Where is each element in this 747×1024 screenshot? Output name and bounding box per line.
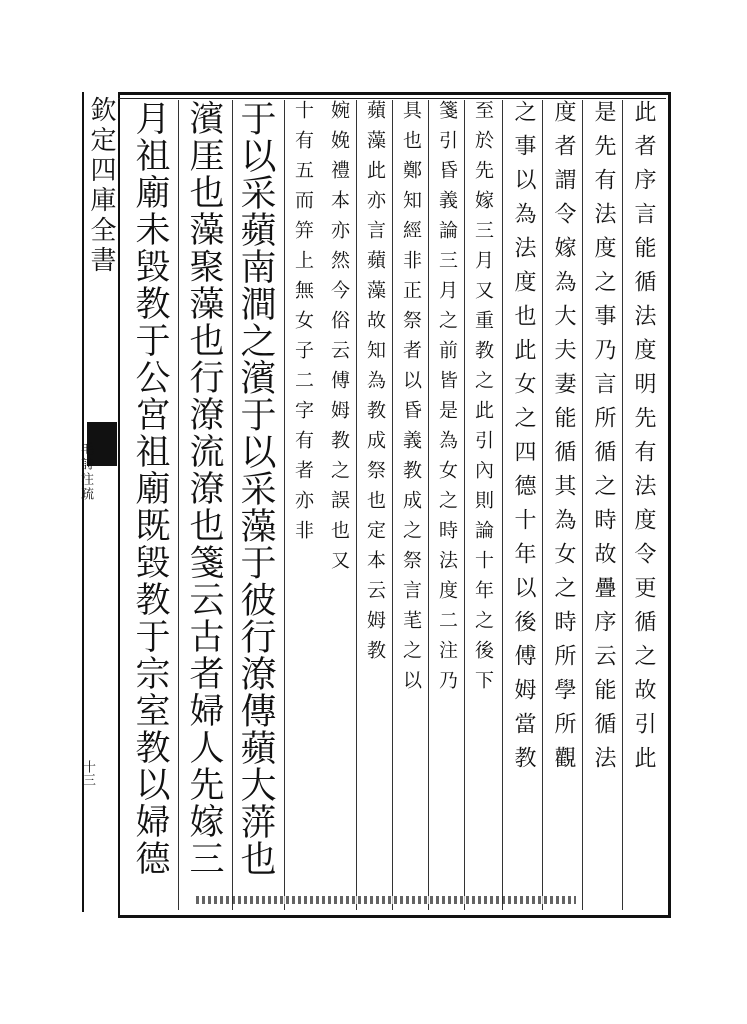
text-column-4: 之事以為法度也此女之四德十年以後傅姆當教: [511, 100, 536, 780]
text-column-11: 于以采蘋南澗之濱于以采藻于彼行潦傳蘋大蓱也: [235, 100, 276, 877]
column-rule: [622, 100, 623, 910]
text-column-7: 具也鄭知經非正祭者以昏義教成之祭言芼之以: [400, 100, 422, 700]
text-column-13: 月祖廟未毀教于公宮祖廟既毀教于宗室教以婦德: [130, 100, 170, 877]
column-rule: [582, 100, 583, 910]
column-rule: [542, 100, 543, 910]
top-rule: [118, 98, 666, 99]
column-rule: [392, 100, 393, 910]
column-rule: [428, 100, 429, 910]
page-number: 十三: [80, 760, 95, 786]
column-rule: [356, 100, 357, 910]
column-rule: [502, 100, 503, 910]
text-column-2: 是先有法度之事乃言所循之時故疊序云能循法: [591, 100, 616, 780]
text-column-6: 箋引昏義論三月之前皆是為女之時法度二注乃: [436, 100, 458, 700]
book-side-label: 毛詩注疏: [78, 442, 93, 502]
page-gutter: [82, 92, 120, 912]
text-column-12: 濱厓也藻聚藻也行潦流潦也箋云古者婦人先嫁三: [184, 100, 224, 877]
text-column-5: 至於先嫁三月又重教之此引內則論十年之後下: [472, 100, 494, 700]
bottom-border-band: [196, 896, 576, 904]
book-title-strip: 欽定四庫全書: [86, 96, 116, 276]
column-rule: [178, 100, 179, 910]
text-columns: [120, 100, 665, 910]
text-column-9: 婉娩禮本亦然今俗云傅姆教之誤也又: [328, 100, 350, 580]
column-rule: [464, 100, 465, 910]
column-rule: [232, 100, 233, 910]
text-column-8: 蘋藻此亦言蘋藻故知為教成祭也定本云姆教: [364, 100, 386, 670]
text-column-1: 此者序言能循法度明先有法度令更循之故引此: [631, 100, 656, 780]
text-column-10: 十有五而笄上無女子二字有者亦非: [292, 100, 314, 550]
text-column-3: 度者謂令嫁為大夫妻能循其為女之時所學所觀: [551, 100, 576, 780]
column-rule: [284, 100, 285, 910]
